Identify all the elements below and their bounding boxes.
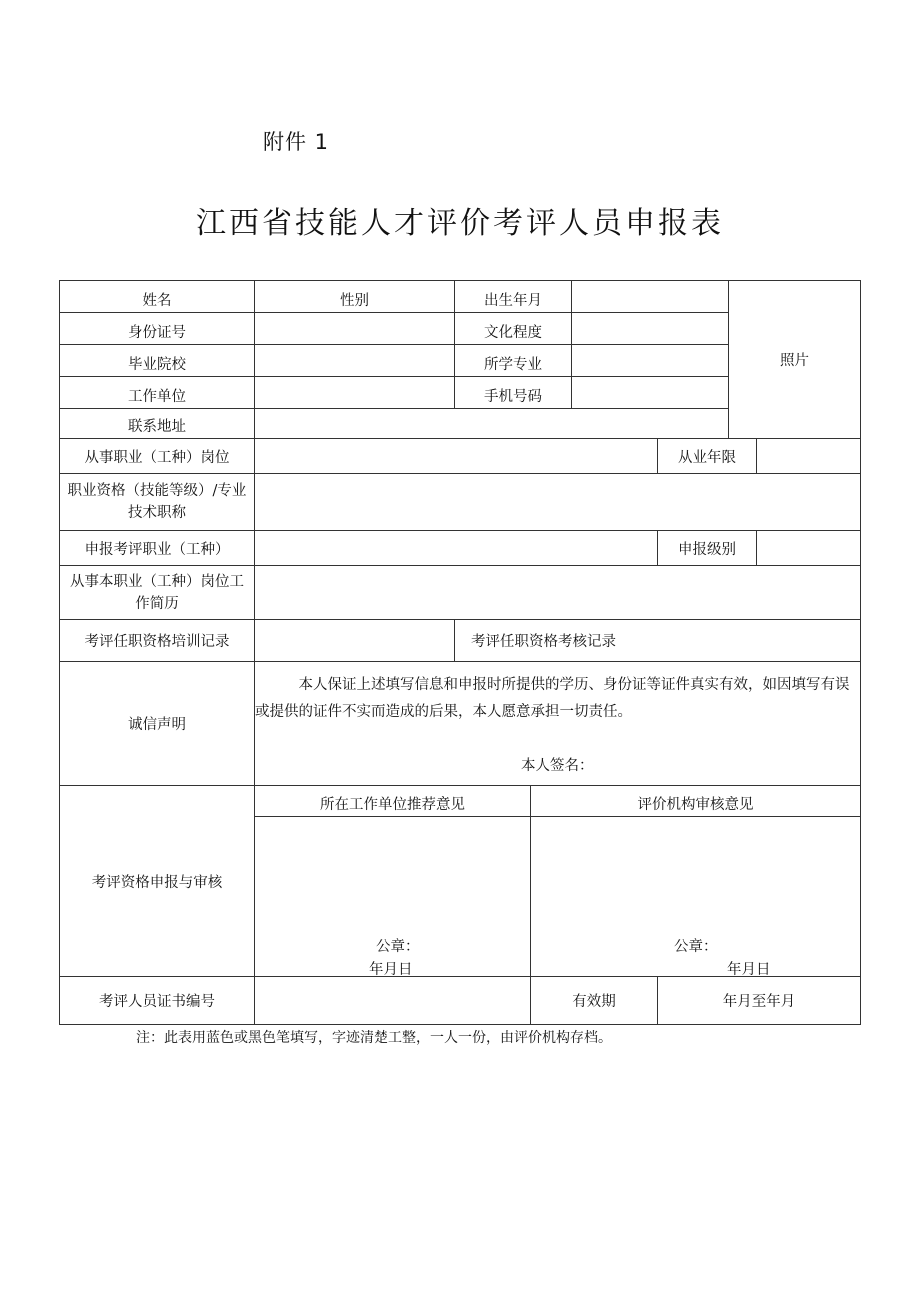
signature-label[interactable]: 本人签名：	[521, 758, 594, 774]
id-number-field[interactable]	[254, 312, 455, 345]
training-record-field[interactable]	[254, 619, 455, 662]
qualification-field[interactable]	[254, 473, 861, 531]
certificate-no-field[interactable]	[254, 976, 531, 1025]
id-number-label: 身份证号	[59, 312, 255, 345]
work-history-field[interactable]	[254, 565, 861, 620]
unit-date-label: 年月日	[369, 962, 413, 978]
birth-field[interactable]	[571, 280, 729, 313]
birth-label: 出生年月	[454, 280, 572, 313]
integrity-declaration	[254, 661, 861, 786]
unit-seal-label: 公章：	[376, 939, 420, 955]
work-unit-field[interactable]	[254, 376, 455, 409]
certificate-no-label: 考评人员证书编号	[59, 976, 255, 1025]
integrity-text: 本人保证上述填写信息和申报时所提供的学历、身份证等证件真实有效，如因填写有误或提供的证件不实而造成的后果，本人愿意承担一切责任。	[255, 677, 850, 720]
photo-box[interactable]: 照片	[728, 280, 861, 439]
apply-level-label: 申报级别	[657, 530, 757, 566]
occupation-field[interactable]	[254, 438, 658, 474]
assessment-record-label: 考评任职资格考核记录	[454, 619, 861, 662]
integrity-label: 诚信声明	[59, 661, 255, 786]
apply-level-field[interactable]	[756, 530, 861, 566]
education-field[interactable]	[571, 312, 729, 345]
footnote: 注：此表用蓝色或黑色笔填写，字迹清楚工整，一人一份，由评价机构存档。	[136, 1030, 612, 1046]
validity-label: 有效期	[530, 976, 658, 1025]
unit-opinion-box[interactable]	[254, 816, 531, 977]
work-history-label: 从事本职业（工种）岗位工作简历	[59, 565, 255, 620]
review-section-label: 考评资格申报与审核	[59, 785, 255, 977]
major-label: 所学专业	[454, 344, 572, 377]
education-label: 文化程度	[454, 312, 572, 345]
unit-opinion-header: 所在工作单位推荐意见	[254, 785, 531, 817]
application-form	[59, 280, 861, 1025]
address-field[interactable]	[254, 408, 729, 439]
school-field[interactable]	[254, 344, 455, 377]
major-field[interactable]	[571, 344, 729, 377]
address-label: 联系地址	[59, 408, 255, 439]
mobile-label: 手机号码	[454, 376, 572, 409]
years-field[interactable]	[756, 438, 861, 474]
work-unit-label: 工作单位	[59, 376, 255, 409]
years-label: 从业年限	[657, 438, 757, 474]
gender-label: 性别	[254, 280, 455, 313]
mobile-field[interactable]	[571, 376, 729, 409]
agency-date-label: 年月日	[727, 962, 771, 978]
page-title: 江西省技能人才评价考评人员申报表	[196, 206, 724, 241]
school-label: 毕业院校	[59, 344, 255, 377]
agency-opinion-header: 评价机构审核意见	[530, 785, 861, 817]
name-label: 姓名	[59, 280, 255, 313]
qualification-label: 职业资格（技能等级）/专业技术职称	[59, 473, 255, 531]
attachment-label: 附件 1	[263, 130, 330, 154]
agency-opinion-box[interactable]	[530, 816, 861, 977]
training-record-label: 考评任职资格培训记录	[59, 619, 255, 662]
apply-occupation-field[interactable]	[254, 530, 658, 566]
agency-seal-label: 公章：	[674, 939, 718, 955]
apply-occupation-label: 申报考评职业（工种）	[59, 530, 255, 566]
occupation-label: 从事职业（工种）岗位	[59, 438, 255, 474]
validity-range[interactable]: 年月至年月	[657, 976, 861, 1025]
